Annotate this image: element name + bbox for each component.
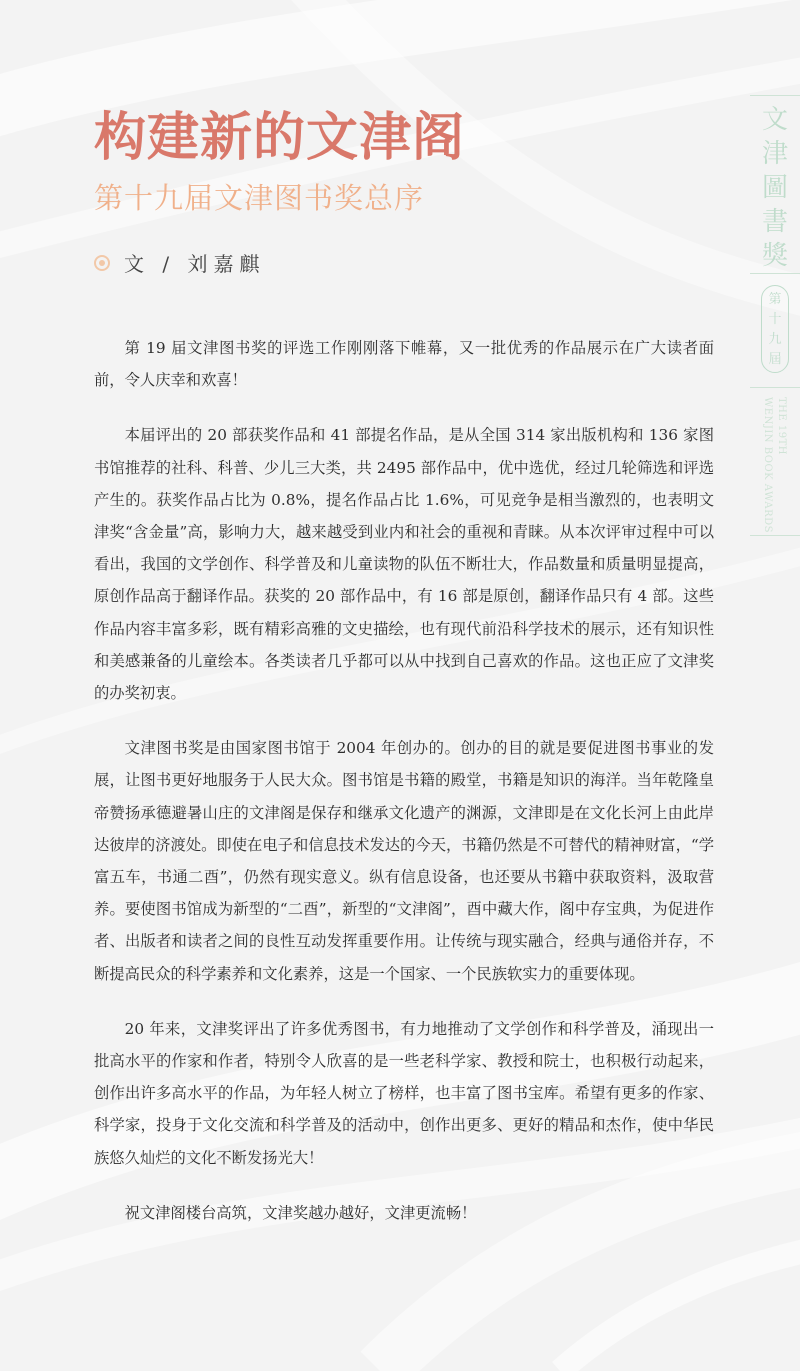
body-paragraph: 第 19 届文津图书奖的评选工作刚刚落下帷幕，又一批优秀的作品展示在广大读者面前，令人庆幸和欢喜！ (94, 339, 714, 390)
side-tab-logo (750, 95, 800, 535)
side-english-line-2: WENJIN BOOK AWARDS (762, 397, 773, 534)
page-subtitle: 第十九届文津图书奖总序 (94, 181, 425, 215)
body-paragraph: 本届评出的 20 部获奖作品和 41 部提名作品，是从全国 314 家出版机构和 136 家图书馆推荐的社科、科普、少儿三大类，共 2495 部作品中，优中选优，经过几轮筛选和评选产生的。获奖作品占比为 0.8%，提名作品占比 1.6%，可见竞争是相当激烈的，也表明文津奖“含金量”高，影响力大，越来越受到业内和社会的重视和青睐。从本次评审过程中可以看出，我国的文学创作、科学普及和儿童读物的队伍不断壮大，作品数量和质量明显提高，原创作品高于翻译作品。获奖的 20 部作品中，有 16 部是原创，翻译作品只有 4 部。这些作品内容丰富多彩，既有精彩高雅的文史描绘，也有现代前沿科学技术的展示，还有知识性和美感兼备的儿童绘本。各类读者几乎都可以从中找到自己喜欢的作品。这也正应了文津奖的办奖初衷。 (94, 426, 714, 703)
body-paragraph: 祝文津阁楼台高筑，文津奖越办越好，文津更流畅！ (124, 1203, 477, 1222)
body-paragraph: 20 年来，文津奖评出了许多优秀图书，有力地推动了文学创作和科学普及，涌现出一批高水平的作家和作者，特别令人欣喜的是一些老科学家、教授和院士，也积极行动起来，创作出许多高水平的作品，为年轻人树立了榜样，也丰富了图书宝库。希望有更多的作家、科学家，投身于文化交流和科学普及的活动中，创作出更多、更好的精品和杰作，使中华民族悠久灿烂的文化不断发扬光大！ (94, 1019, 714, 1167)
side-title-char: 文 (761, 105, 788, 135)
side-session-char: 屆 (768, 352, 782, 367)
side-rule-top (750, 95, 800, 96)
side-session-char: 九 (768, 332, 782, 347)
side-title-char: 書 (761, 207, 788, 237)
side-rule-bottom (750, 535, 800, 536)
side-title-char: 津 (761, 139, 788, 169)
side-session-char: 第 (768, 292, 782, 307)
side-rule-middle (750, 273, 800, 274)
page-title: 构建新的文津阁 (94, 107, 466, 168)
article-header (94, 108, 465, 216)
article-body (94, 332, 714, 1252)
body-paragraph: 文津图书奖是由国家图书馆于 2004 年创办的。创办的目的就是要促进图书事业的发展，让图书更好地服务于人民大众。图书馆是书籍的殿堂，书籍是知识的海洋。当年乾隆皇帝赞扬承德避暑山庄的文津阁是保存和继承文化遗产的渊源，文津即是在文化长河上由此岸达彼岸的济渡处。即使在电子和信息技术发达的今天，书籍仍然是不可替代的精神财富，“学富五车，书通二酉”，仍然有现实意义。纵有信息设备，也还要从书籍中获取资料，汲取营养。要使图书馆成为新型的“二酉”，新型的“文津阁”，酉中藏大作，阁中存宝典，为促进作者、出版者和读者之间的良性互动发挥重要作用。让传统与现实融合，经典与通俗并存，不断提高民众的科学素养和文化素养，这是一个国家、一个民族软实力的重要体现。 (94, 739, 714, 983)
side-session-char: 十 (768, 312, 782, 327)
side-title-vertical (756, 103, 794, 273)
author-name: 文 / 刘嘉麒 (124, 252, 266, 276)
side-title-char: 圖 (761, 173, 788, 203)
side-english-line-1: THE 19TH (776, 397, 787, 455)
bullet-circle-icon (94, 255, 110, 271)
side-rule-lower (750, 387, 800, 388)
side-session-badge (761, 285, 789, 373)
author-line (94, 248, 265, 277)
side-english-text (754, 397, 796, 534)
side-title-char: 獎 (761, 241, 788, 271)
